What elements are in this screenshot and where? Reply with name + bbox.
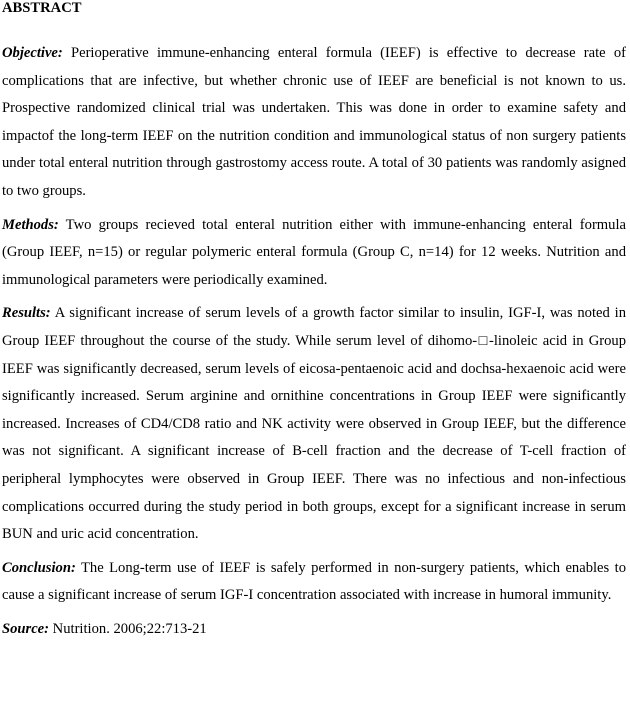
results-label: Results: xyxy=(2,305,51,322)
methods-paragraph xyxy=(2,212,626,295)
source-label: Source: xyxy=(2,620,50,637)
results-text: A significant increase of serum levels of a growth factor similar to insulin, IGF-I, was noted in Group IEEF throughout the course of the study. While serum level of dihomo-□-linoleic acid in Group IEEF was significantly decreased, serum levels of eicosa-pentaenoic acid and dochsa-hexaenoic acid were significantly increased. Serum arginine and ornithine concentrations in Group IEEF were significantly increased. Increases of CD4/CD8 ratio and NK activity were observed in Group IEEF, but the difference was not significant. A significant increase of B-cell fraction and the decrease of T-cell fraction of peripheral lymphocytes were observed in Group IEEF. There was no infectious and non-infectious complications occurred during the study period in both groups, except for a significant increase in serum BUN and uric acid concentration. xyxy=(2,305,626,543)
methods-label: Methods: xyxy=(2,216,59,233)
methods-text: Two groups recieved total enteral nutrition either with immune-enhancing enteral formula (Group IEEF, n=15) or regular polymeric enteral formula (Group C, n=14) for 12 weeks. Nutrition and immunological parameters were periodically examined. xyxy=(2,216,626,288)
objective-text: Perioperative immune-enhancing enteral formula (IEEF) is effective to decrease rate of complications that are infective, but whether chronic use of IEEF are beneficial is not known to us. Prospective randomized clinical trial was undertaken. This was done in order to examine safety and impactof the long-term IEEF on the nutrition condition and immunological status of non surgery patients under total enteral nutrition through gastrostomy access route. A total of 30 patients was randomly asigned to two groups. xyxy=(2,45,626,199)
source-text: Nutrition. 2006;22:713-21 xyxy=(49,620,207,637)
objective-label: Objective: xyxy=(2,45,63,61)
abstract-heading: ABSTRACT xyxy=(2,0,82,16)
conclusion-text: The Long-term use of IEEF is safely performed in non-surgery patients, which enables to cause a significant increase of serum IGF-I concentration associated with increase in humoral immunity. xyxy=(2,559,626,604)
conclusion-paragraph xyxy=(2,555,626,610)
results-paragraph xyxy=(2,300,626,548)
objective-paragraph xyxy=(2,40,626,206)
conclusion-label: Conclusion: xyxy=(2,559,76,576)
source-paragraph xyxy=(2,616,626,644)
